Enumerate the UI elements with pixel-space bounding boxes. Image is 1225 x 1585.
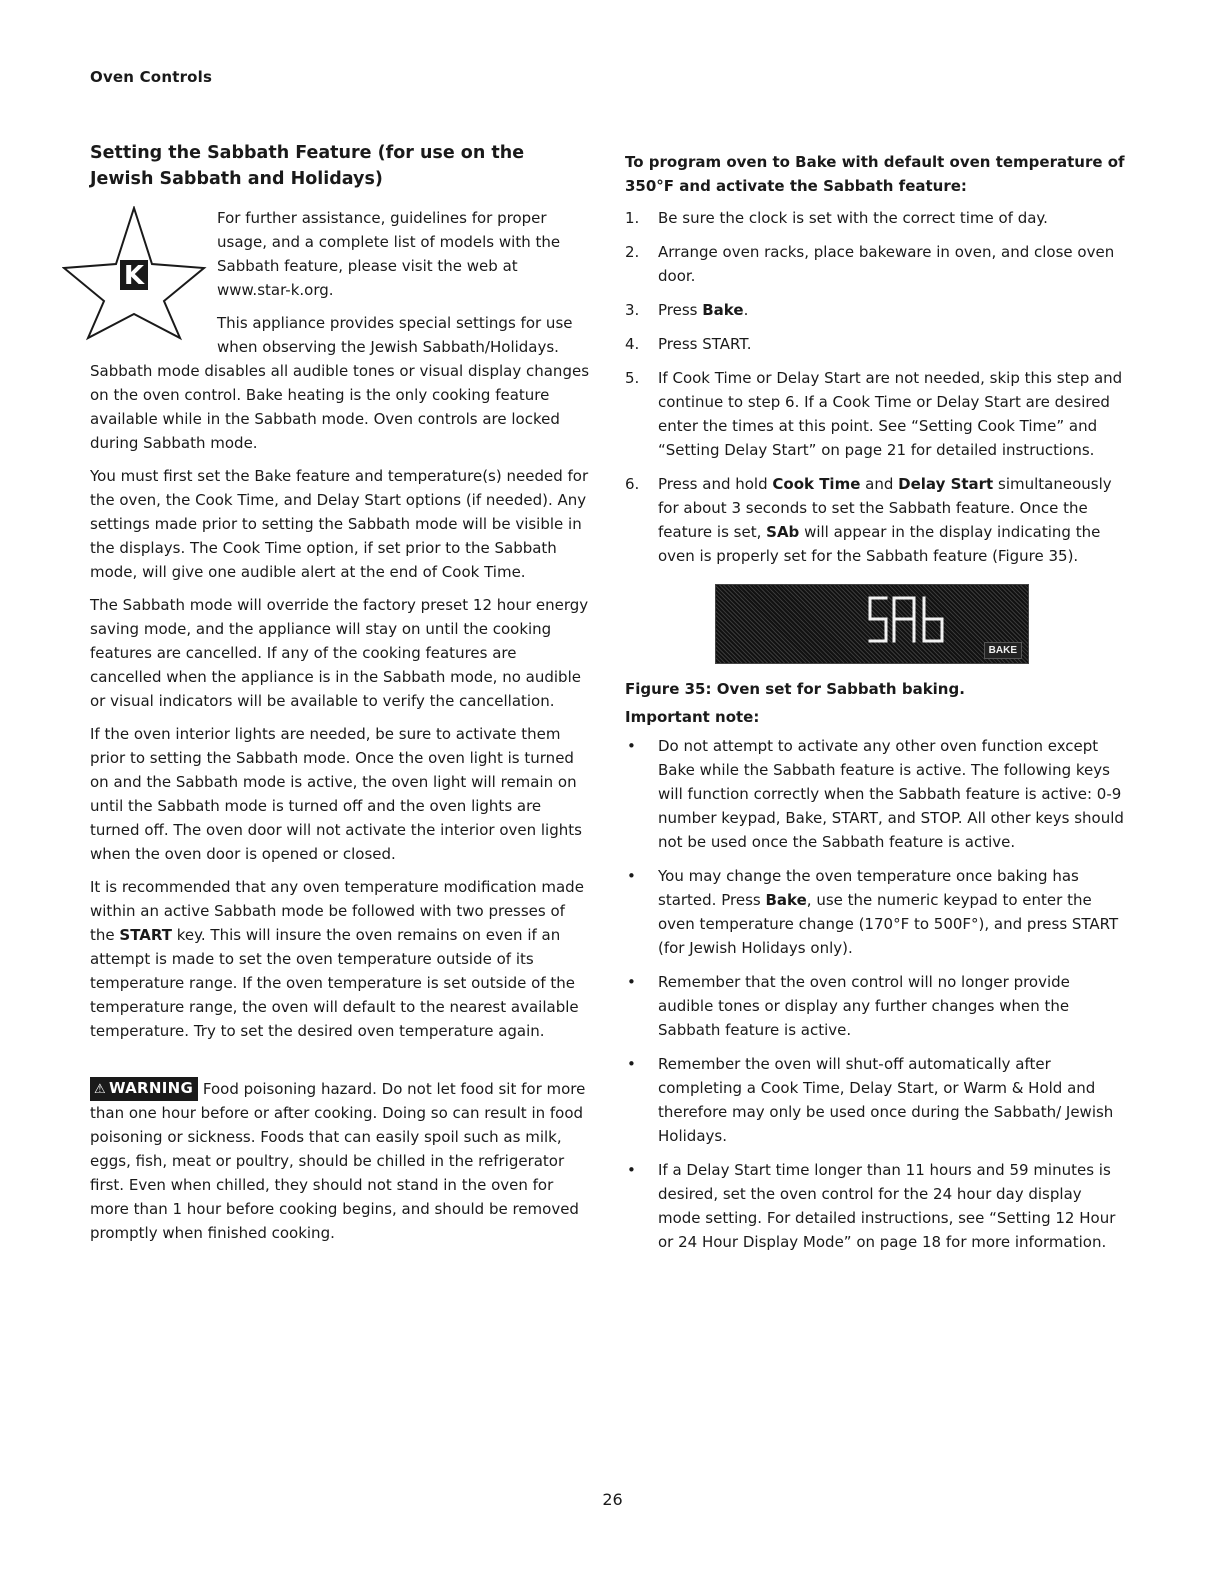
note-item: • Remember that the oven control will no longer provide audible tones or display any further changes when the Sabbath feature is active. <box>627 973 1070 1039</box>
step-item: 6. Press and hold Cook Time and Delay Start simultaneously for about 3 seconds to set the Sabbath feature. Once the feature is set, SAb will appear in the display indicating the oven is properly set for the Sabbath feature (Figure 35). <box>625 475 1112 565</box>
procedure-steps <box>625 206 1125 568</box>
warning-triangle-icon: ⚠ <box>94 1082 106 1097</box>
step-item: 5. If Cook Time or Delay Start are not needed, skip this step and continue to step 6. If a Cook Time or Delay Start are desired enter the times at this point. See “Setting Cook Time” and “Setting Delay Start” on page 21 for detailed instructions. <box>625 369 1123 459</box>
body-paragraph-3: The Sabbath mode will override the factory preset 12 hour energy saving mode, and the appliance will stay on until the cooking features are cancelled. If any of the cooking features are cancelled when the appliance is in the Sabbath mode, no audible or visual indicators will be available to verify the cancellation. <box>90 596 589 710</box>
bake-indicator: BAKE <box>984 642 1022 659</box>
left-column <box>90 140 590 1254</box>
intro-paragraph: For further assistance, guidelines for proper usage, and a complete list of models with the Sabbath feature, please visit the web at www.star-k.org. <box>217 209 561 299</box>
body-paragraph-4: If the oven interior lights are needed, be sure to activate them prior to setting the Sabbath mode. Once the oven light is turned on and the Sabbath mode is active, the oven light will remain on until the Sabbath mode is turned off and the oven lights are turned off. The oven door will not activate the interior oven lights when the oven door is opened or closed. <box>90 725 582 863</box>
note-item: • If a Delay Start time longer than 11 hours and 59 minutes is desired, set the oven control for the 24 hour day display mode setting. For detailed instructions, see “Setting 12 Hour or 24 Hour Display Mode” on page 18 for more information. <box>627 1161 1116 1251</box>
logo-letter: K <box>123 261 145 291</box>
warning-text: Food poisoning hazard. Do not let food sit for more than one hour before or after cooking. Doing so can result in food poisoning or sickness. Foods that can easily spoil such as milk, eggs, fish, meat or poultry, should be chilled in the refrigerator first. Even when chilled, they should not stand in the oven for more than 1 hour before cooking begins, and should be removed promptly when finished cooking. <box>90 1080 586 1242</box>
start-key-label: START <box>119 926 172 944</box>
body-paragraph-1: This appliance provides special settings for use when observing the Jewish Sabbath/Holidays. Sabbath mode disables all audible tones or visual display changes on the oven control. Bake heating is the only cooking feature available while in the Sabbath mode. Oven controls are locked during Sabbath mode. <box>90 314 590 452</box>
important-notes-list <box>625 734 1125 1254</box>
right-column <box>625 150 1125 1264</box>
oven-display-figure <box>715 584 1029 664</box>
step-item: 3. Press Bake. <box>625 301 749 319</box>
important-note-label: Important note: <box>625 708 760 726</box>
section-title: Setting the Sabbath Feature (for use on the Jewish Sabbath and Holidays) <box>90 143 525 189</box>
page-number: 26 <box>602 1490 623 1509</box>
note-item: • Do not attempt to activate any other oven function except Bake while the Sabbath feature is active. The following keys will function correctly when the Sabbath feature is active: 0-9 number keypad, Bake, START, and STOP. All other keys should not be used once the Sabbath feature is active. <box>627 737 1124 851</box>
warning-paragraph <box>90 1077 590 1245</box>
body-paragraph-2: You must first set the Bake feature and temperature(s) needed for the oven, the Cook Time, and Delay Start options (if needed). Any settings made prior to setting the Sabbath mode will be visible in the displays. The Cook Time option, if set prior to the Sabbath mode, will give one audible alert at the end of Cook Time. <box>90 467 589 581</box>
warning-badge: ⚠ WARNING <box>90 1077 198 1101</box>
figure-caption: Figure 35: Oven set for Sabbath baking. <box>625 680 965 698</box>
body-paragraph-5: It is recommended that any oven temperature modification made within an active Sabbath mode be followed with two presses of the START key. This will insure the oven remains on even if an attempt is made to set the oven temperature outside of its temperature range. If the oven temperature is set outside of the temperature range, the oven will default to the nearest available temperature. Try to set the desired oven temperature again. <box>90 878 584 1040</box>
procedure-title: To program oven to Bake with default oven temperature of 350°F and activate the Sabbath feature: <box>625 153 1125 195</box>
intro-block <box>90 206 590 455</box>
step-item: 2. Arrange oven racks, place bakeware in oven, and close oven door. <box>625 243 1115 285</box>
step-item: 4. Press START. <box>625 335 752 353</box>
note-item: • Remember the oven will shut-off automatically after completing a Cook Time, Delay Start, or Warm & Hold and therefore may only be used once during the Sabbath/ Jewish Holidays. <box>627 1055 1114 1145</box>
step-item: 1. Be sure the clock is set with the correct time of day. <box>625 209 1048 227</box>
star-k-logo-icon <box>62 206 207 341</box>
section-header: Oven Controls <box>90 68 213 86</box>
lcd-readout <box>866 595 946 645</box>
note-item: • You may change the oven temperature once baking has started. Press Bake, use the numeric keypad to enter the oven temperature change (170°F to 500F°), and press START (for Jewish Holidays only). <box>627 867 1119 957</box>
